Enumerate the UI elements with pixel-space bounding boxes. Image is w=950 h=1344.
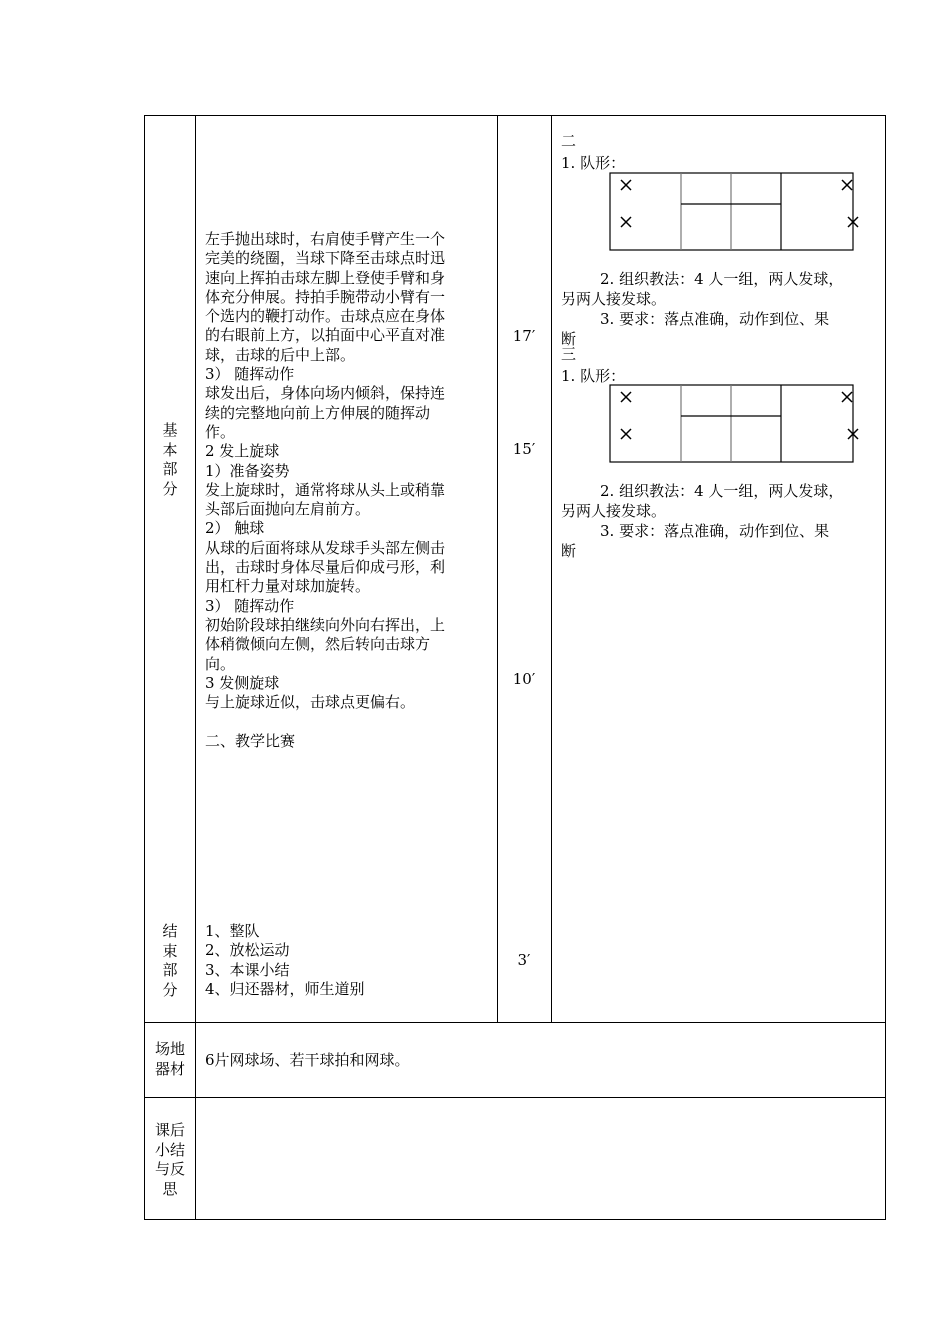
time-label: 10′	[512, 670, 536, 688]
text-line: 发上旋球时，通常将球从头上或稍靠	[205, 480, 446, 499]
text-line: 2、放松运动	[205, 941, 290, 960]
method-text: 另两人接发球。	[561, 502, 667, 520]
text-line: 2 发上旋球	[205, 442, 280, 461]
text-line: 左手抛出球时，右肩使手臂产生一个	[205, 230, 446, 248]
section-label-venue: 场地器材	[154, 1040, 185, 1078]
text-line: 二、教学比赛	[205, 731, 296, 750]
text-line: 的右眼前上方，以拍面中心平直对准	[205, 326, 446, 345]
text-line: 2） 触球	[205, 519, 265, 538]
time-label: 17′	[512, 327, 536, 345]
text-line: 个选内的鞭打动作。击球点应在身体	[205, 307, 446, 326]
text-line: 与上旋球近似，击球点更偏右。	[205, 693, 416, 712]
org-heading: 二	[561, 132, 577, 150]
text-line: 用杠杆力量对球加旋转。	[205, 577, 371, 596]
text-line: 续的完整地向前上方伸展的随挥动	[205, 403, 431, 422]
method-text: 2. 组织教法：4 人一组，两人发球，	[600, 482, 844, 500]
formation-label: 1. 队形：	[561, 367, 626, 385]
time-label: 15′	[512, 440, 536, 458]
requirement-text: 3. 要求：落点准确，动作到位、果	[600, 310, 830, 328]
org-heading: 三	[561, 345, 577, 363]
text-line: 出，击球时身体尽量后仰成弓形，利	[205, 558, 446, 577]
text-line: 速向上挥拍击球左脚上登使手臂和身	[205, 268, 446, 287]
venue-text: 6片网球场、若干球拍和网球。	[205, 1051, 410, 1069]
formation-label: 1. 队形：	[561, 154, 626, 172]
text-line: 1、整队	[205, 922, 260, 940]
text-line: 球发出后，身体向场内倾斜，保持连	[205, 384, 446, 403]
time-label: 3′	[517, 951, 531, 969]
text-line: 从球的后面将球从发球手头部左侧击	[205, 538, 446, 557]
text-line: 体稍微倾向左侧，然后转向击球方	[205, 635, 431, 654]
method-text: 2. 组织教法：4 人一组，两人发球，	[600, 270, 844, 288]
section-label-basic: 基本部分	[162, 421, 178, 498]
text-line: 完美的绕圈，当球下降至击球点时迅	[205, 249, 446, 268]
requirement-text: 断	[561, 542, 577, 560]
text-line: 体充分伸展。持拍手腕带动小臂有一	[205, 287, 446, 306]
tennis-court-diagram	[610, 173, 858, 250]
text-line: 3） 随挥动作	[205, 365, 295, 384]
requirement-text: 3. 要求：落点准确，动作到位、果	[600, 522, 830, 540]
text-line: 向。	[205, 654, 236, 673]
text-line: 初始阶段球拍继续向外向右挥出，上	[205, 615, 446, 634]
tennis-court-diagram	[610, 385, 858, 462]
text-line: 3、本课小结	[205, 960, 290, 979]
text-line: 1）准备姿势	[205, 461, 290, 480]
section-label-reflection: 课后小结与反思	[154, 1121, 185, 1198]
section-label-ending: 结束部分	[162, 922, 178, 999]
method-text: 另两人接发球。	[561, 290, 667, 308]
text-line: 3） 随挥动作	[205, 596, 295, 615]
text-line: 头部后面抛向左肩前方。	[205, 500, 371, 519]
text-line: 球，击球的后中上部。	[205, 345, 356, 364]
text-line: 作。	[205, 422, 236, 441]
requirement-text: 断	[561, 330, 577, 348]
text-line: 3 发侧旋球	[205, 673, 280, 692]
text-line: 4、归还器材，师生道别	[205, 979, 365, 998]
